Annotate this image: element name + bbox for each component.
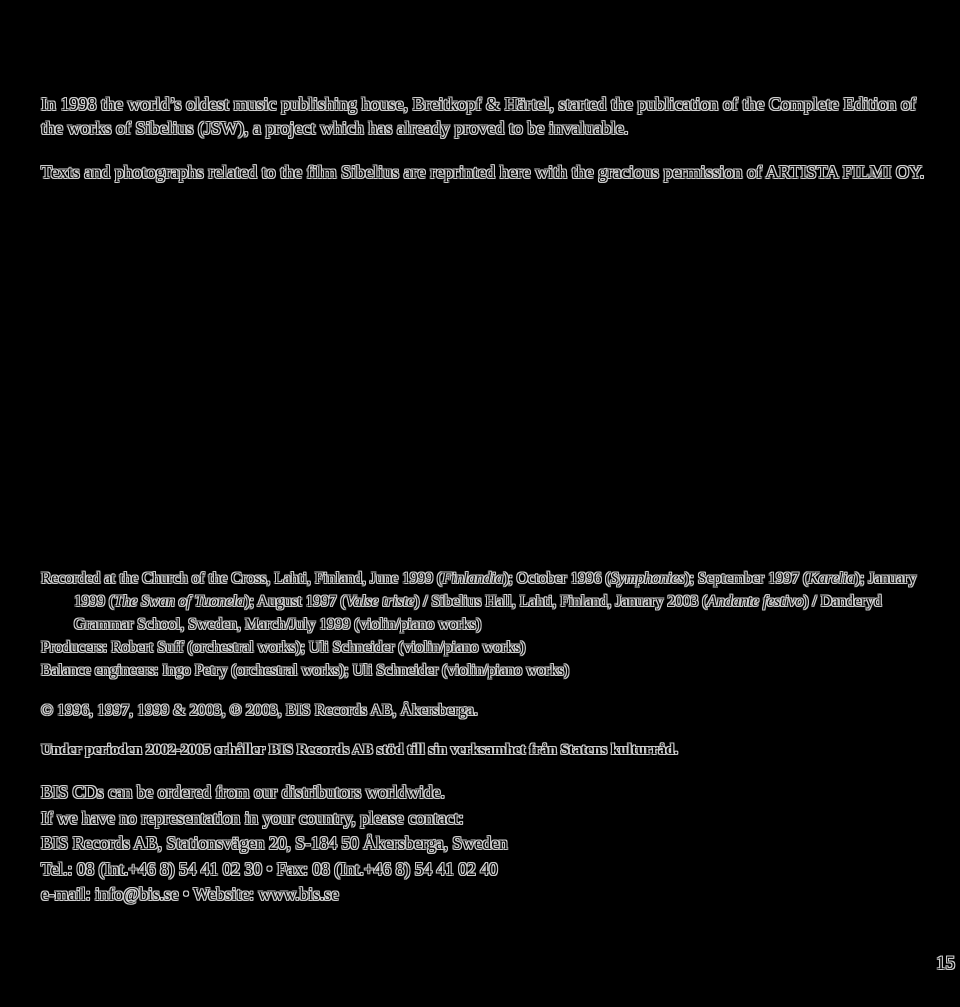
recording-credits — [41, 567, 930, 682]
producers-line: Producers: Robert Suff (orchestral works); Uli Schneider (violin/piano works) — [41, 639, 526, 656]
recorded-text: ); September 1997 ( — [684, 570, 809, 587]
copyright-line: © 1996, 1997, 1999 & 2003, ℗ 2003, BIS Records AB, Åkersberga. — [41, 702, 478, 719]
recorded-at — [41, 567, 930, 636]
contact-section — [41, 780, 930, 908]
contact-email-website: e-mail: info@bis.se • Website: www.bis.se — [41, 884, 339, 904]
work-title: Andante festivo — [707, 593, 804, 610]
work-title: Symphonies — [610, 570, 685, 587]
recorded-text: ); October 1996 ( — [503, 570, 611, 587]
contact-address: BIS Records AB, Stationsvägen 20, S-184 50 Åkersberga, Sweden — [41, 833, 508, 853]
engineers-line: Balance engineers: Ingo Petry (orchestral works); Uli Schneider (violin/piano works) — [41, 662, 570, 679]
recorded-text: ) / Danderyd Grammar School, Sweden, March/July 1999 (violin/piano works) — [74, 593, 882, 633]
work-title: Valse triste — [345, 593, 415, 610]
recorded-text: ) / Sibelius Hall, Lahti, Finland, January 2003 ( — [414, 593, 708, 610]
page-number: 15 — [936, 953, 955, 974]
recorded-text: ); August 1997 ( — [244, 593, 346, 610]
film-permission-paragraph: Texts and photographs related to the film Sibelius are reprinted here with the gracious permission of ARTISTA FILMI OY. — [41, 162, 925, 182]
recorded-text: Recorded at the Church of the Cross, Lahti, Finland, June 1999 ( — [41, 570, 443, 587]
funding-note: Under perioden 2002-2005 erhåller BIS Records AB stöd till sin verksamhet från Statens kulturråd. — [41, 742, 678, 758]
contact-phone-fax: Tel.: 08 (Int.+46 8) 54 41 02 30 • Fax: 08 (Int.+46 8) 54 41 02 40 — [41, 858, 498, 879]
contact-line: BIS CDs can be ordered from our distributors worldwide. — [41, 782, 445, 802]
recorded-text: ); January 1999 ( — [74, 570, 917, 610]
work-title: Finlandia — [442, 570, 504, 587]
jsw-paragraph: In 1998 the world’s oldest music publishing house, Breitkopf & Härtel, started the publication of the Complete Edition of the works of Sibelius (JSW), a project which has already proved to be invaluable. — [41, 94, 916, 138]
intro-section — [41, 93, 930, 185]
work-title: Karelia — [808, 570, 855, 587]
work-title: The Swan of Tuonela — [114, 593, 245, 610]
contact-line: If we have no representation in your country, please contact: — [41, 807, 464, 828]
